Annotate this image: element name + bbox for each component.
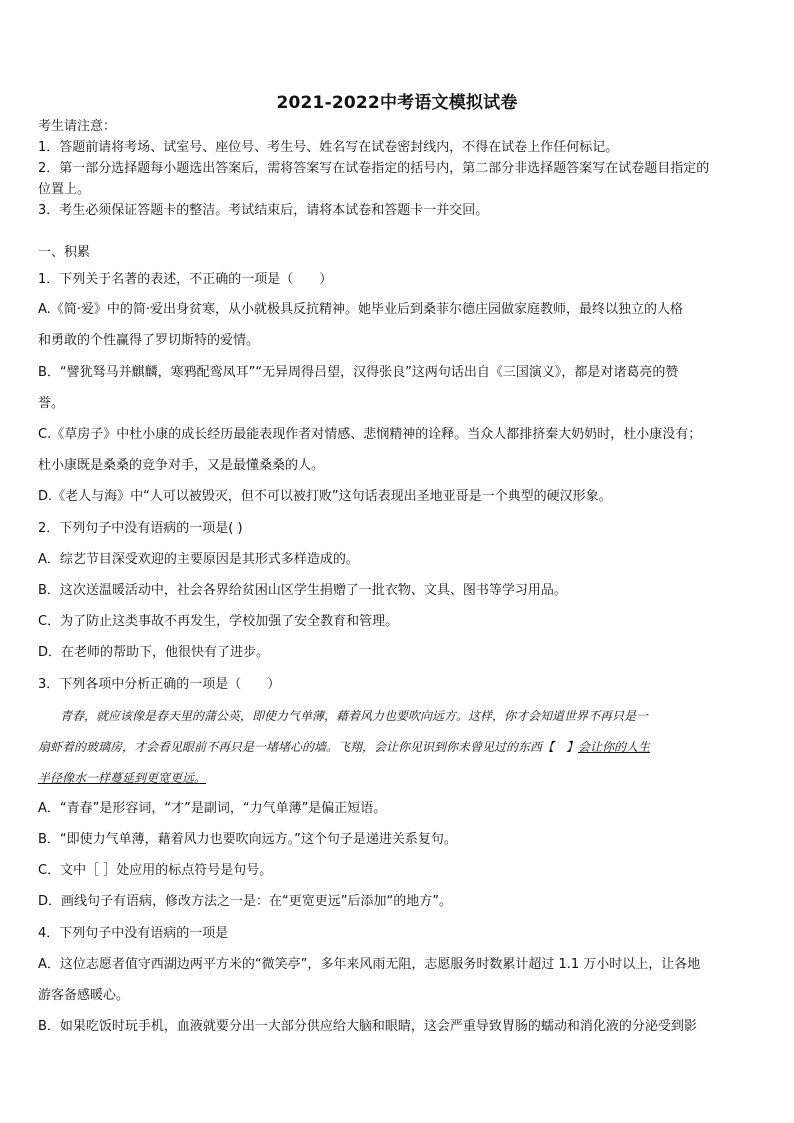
q3-option-c: C．文中［ ］处应用的标点符号是句号。: [38, 863, 273, 878]
q1-option-a: A.《简·爱》中的简·爱出身贫寒，从小就极具反抗精神。她毕业后到桑菲尔德庄园做家庭教师，最终以独立的人格: [38, 302, 684, 317]
notice-item-1: 1．答题前请将考场、试室号、座位号、考生号、姓名写在试卷密封线内，不得在试卷上作任何标记。: [38, 140, 619, 155]
section-heading: 一、积累: [38, 245, 91, 260]
q3-option-a: A．“青春”是形容词，“才”是副词，“力气单薄”是偏正短语。: [38, 801, 387, 816]
underlined-sentence: 会让你的人生: [578, 740, 651, 754]
q3-passage-line-3: [38, 769, 760, 787]
exam-title: 2021-2022中考语文模拟试卷: [276, 93, 518, 113]
passage-text: 扇虾着的玻璃房，才会看见眼前不再只是一堵堵心的墙。飞翔，会让你见识到你未曾见过的东西【 】: [38, 740, 579, 754]
notice-heading: 考生请注意：: [38, 119, 117, 134]
q2-option-c: C．为了防止这类事故不再发生，学校加强了安全教育和管理。: [38, 614, 399, 629]
q1-option-c: C.《草房子》中杜小康的成长经历最能表现作者对情感、悲悯精神的诠释。当众人都排挤秦大奶奶时，杜小康没有；: [38, 427, 702, 442]
q2-stem: 2．下列句子中没有语病的一项是( ): [38, 521, 243, 536]
q4-option-b: B．如果吃饭时玩手机，血液就要分出一大部分供应给大脑和眼睛，这会严重导致胃肠的蠕动和消化液的分泌受到影: [38, 1019, 697, 1034]
q2-option-b: B．这次送温暖活动中，社会各界给贫困山区学生捐赠了一批衣物、文具、图书等学习用品。: [38, 583, 567, 598]
q1-option-d: D.《老人与海》中“人可以被毁灭，但不可以被打败”这句话表现出圣地亚哥是一个典型的硬汉形象。: [38, 489, 612, 504]
q4-stem: 4．下列句子中没有语病的一项是: [38, 926, 229, 941]
notice-item-2: 2．第一部分选择题每小题选出答案后，需将答案写在试卷指定的括号内，第二部分非选择题答案写在试卷题目指定的: [38, 161, 710, 176]
q1-option-b-cont: 誉。: [38, 396, 65, 411]
q1-stem: 1．下列关于名著的表述，不正确的一项是（ ）: [38, 272, 333, 287]
q1-option-c-cont: 杜小康既是桑桑的竞争对手，又是最懂桑桑的人。: [38, 458, 325, 473]
q2-option-d: D．在老师的帮助下，他很快有了进步。: [38, 645, 270, 660]
passage-text: 青春，就应该像是春天里的蒲公英，即使力气单薄，藉着风力也要吹向远方。这样，你才会知道世界不再只是一: [60, 709, 649, 723]
q3-option-d: D．画线句子有语病，修改方法之一是：在“更宽更远”后添加“的地方”。: [38, 894, 452, 909]
q3-option-b: B．“即使力气单薄，藉着风力也要吹向远方。”这个句子是递进关系复句。: [38, 832, 457, 847]
q1-option-b: B．“譬犹驽马并麒麟，寒鸦配鸾凤耳”“无异周得吕望，汉得张良”这两句话出自《三国演义》，都是对诸葛亮的赞: [38, 365, 679, 380]
q2-option-a: A．综艺节目深受欢迎的主要原因是其形式多样造成的。: [38, 552, 359, 567]
q4-option-a: A．这位志愿者值守西湖边两平方米的“微笑亭”，多年来风雨无阻，志愿服务时数累计超过 1.1 万小时以上，让各地: [38, 957, 701, 972]
q1-option-a-cont: 和勇敢的个性赢得了罗切斯特的爱情。: [38, 333, 260, 348]
q3-passage-line-2: [38, 738, 760, 756]
notice-item-2-cont: 位置上。: [38, 182, 91, 197]
notice-item-3: 3．考生必须保证答题卡的整洁。考试结束后，请将本试卷和答题卡一并交回。: [38, 203, 489, 218]
q4-option-a-cont: 游客备感暖心。: [38, 988, 130, 1003]
q3-passage-line-1: [38, 707, 760, 725]
underlined-sentence: 半径像水一样蔓延到更宽更远。: [38, 771, 207, 785]
q3-stem: 3．下列各项中分析正确的一项是（ ）: [38, 677, 281, 692]
